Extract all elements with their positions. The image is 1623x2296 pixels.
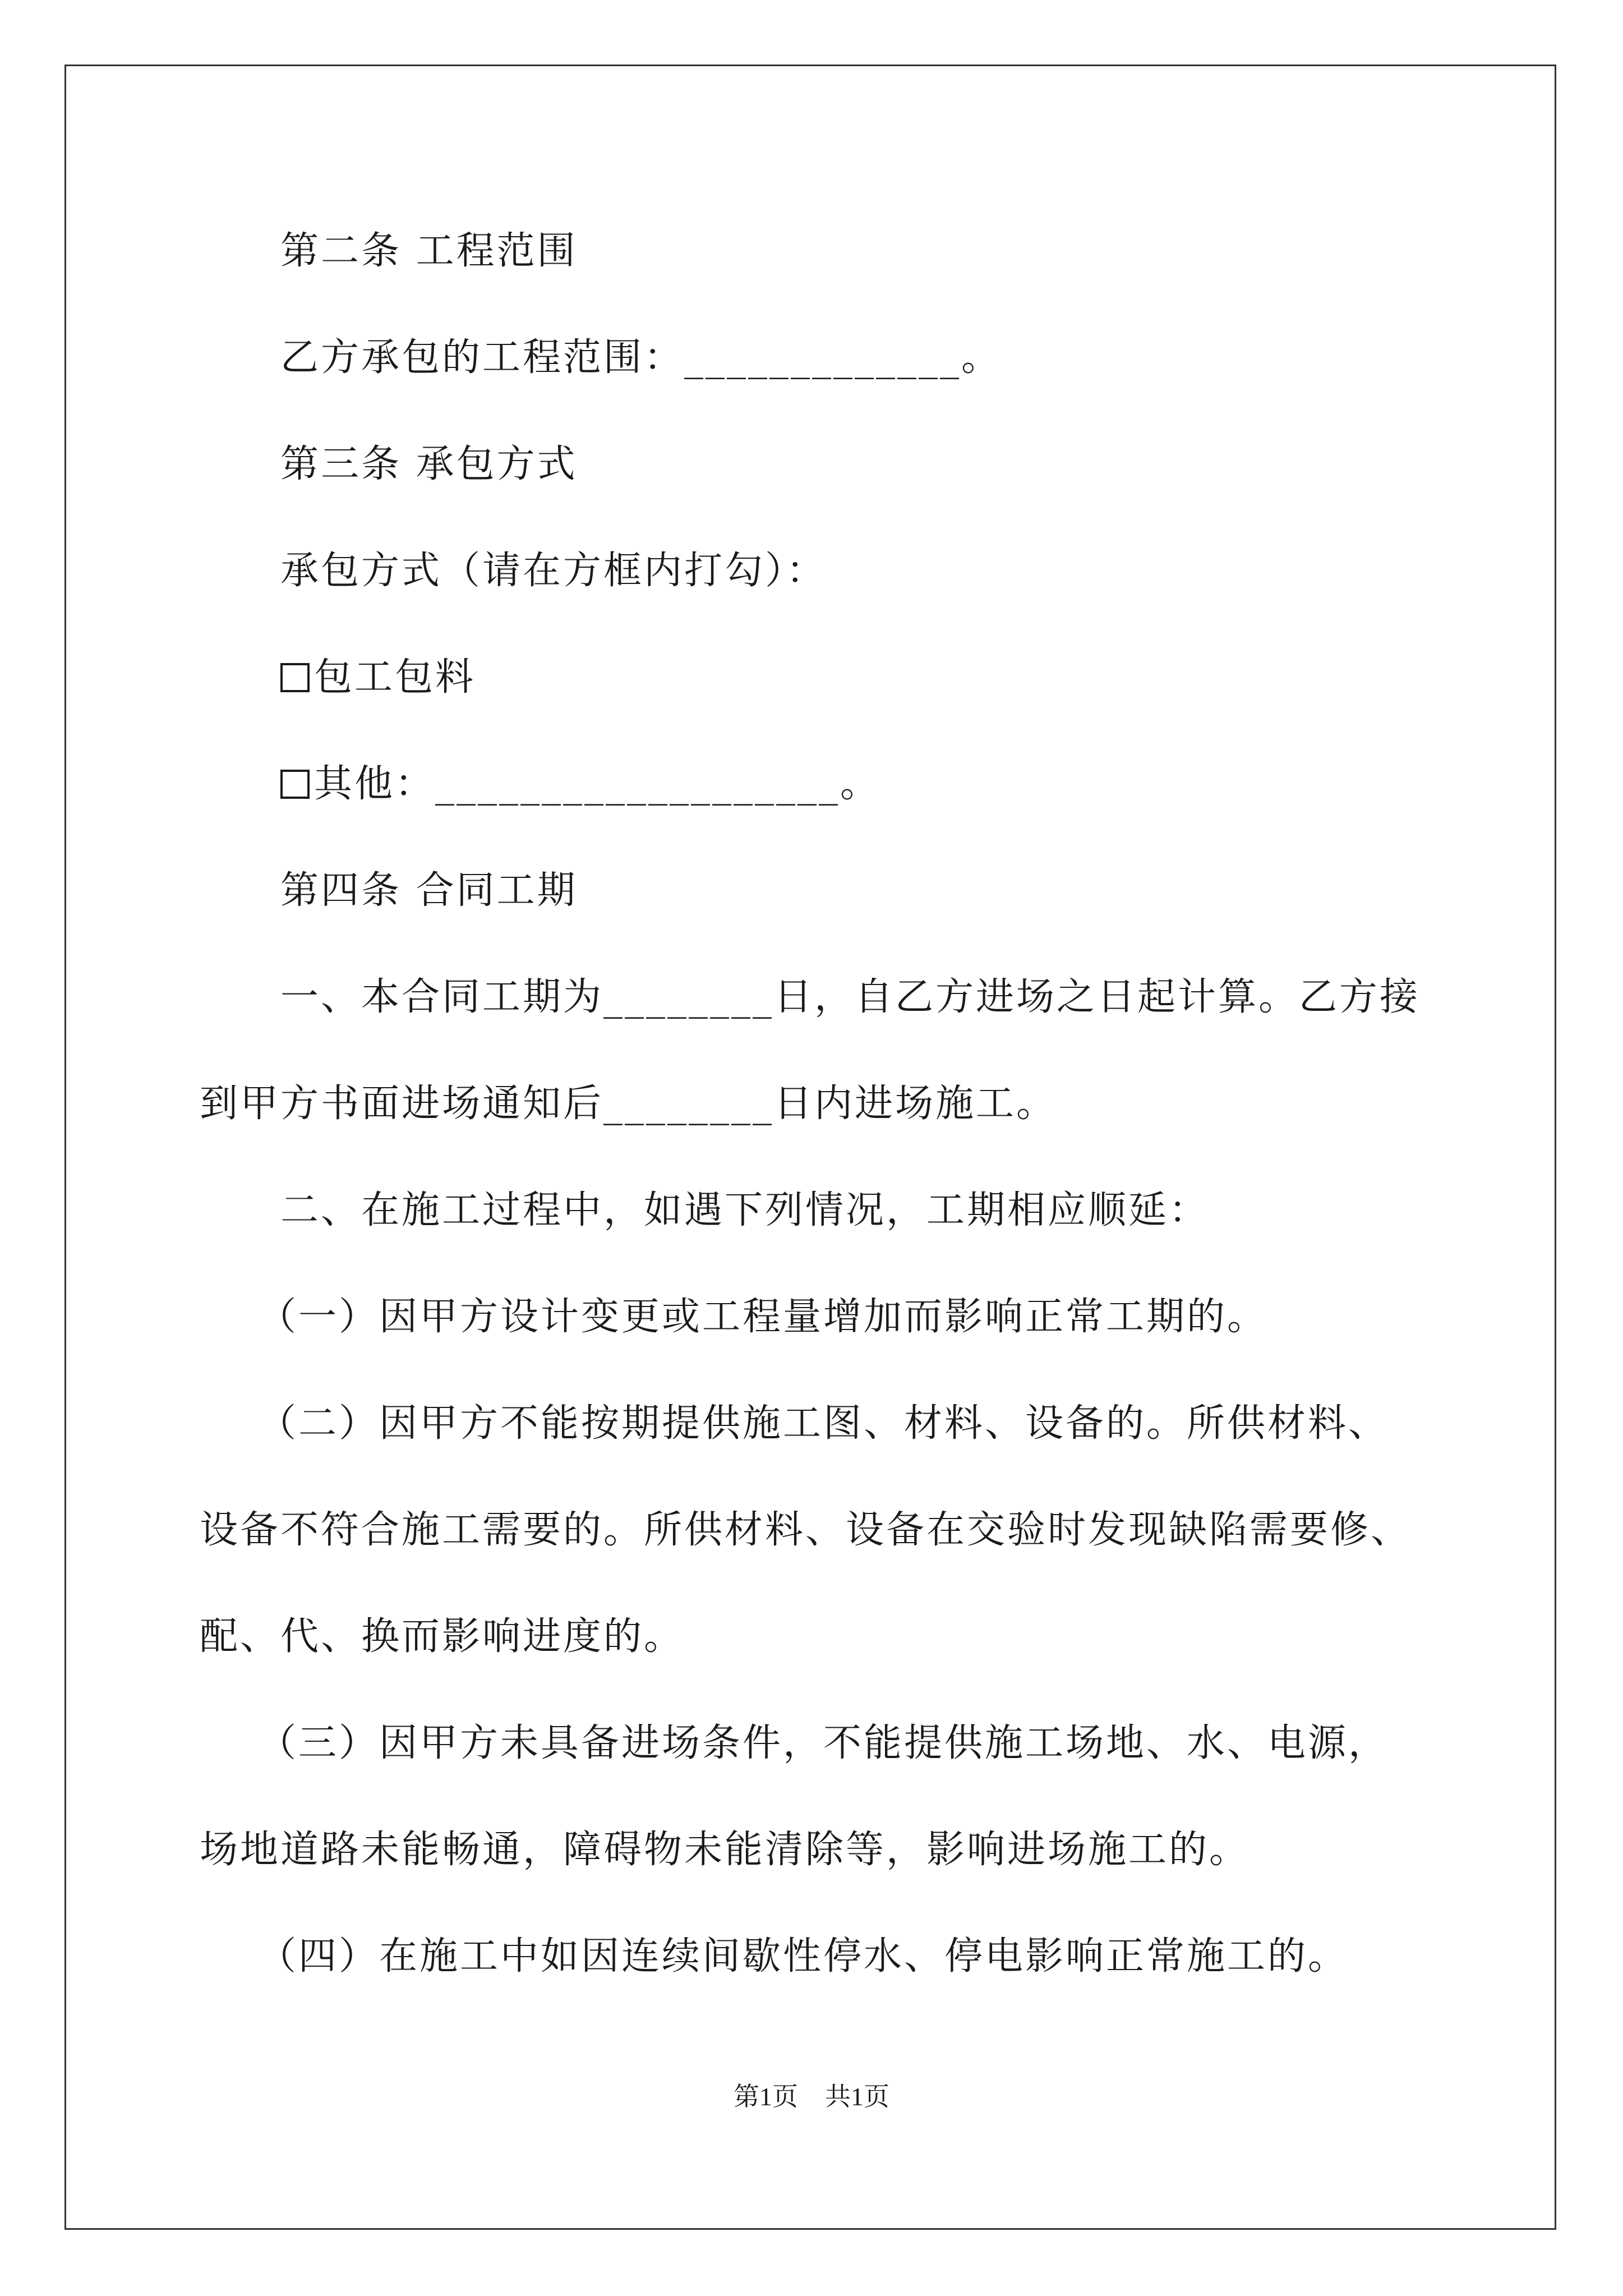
page-frame [64,65,1556,2230]
page-footer [0,2081,1623,2113]
option-labor-and-materials [280,655,476,700]
paragraph-line: 设备不符合施工需要的。所供材料、设备在交验时发现缺陷需要修、 [200,1508,1412,1552]
paragraph-line: （三）因甲方未具备进场条件，不能提供施工场地、水、电源， [258,1721,1389,1765]
option-label: 包工包料 [314,655,476,700]
paragraph-line: 场地道路未能畅通，障碍物未能清除等，影响进场施工的。 [200,1828,1250,1872]
paragraph-line: 二、在施工过程中，如遇下列情况，工期相应顺延： [280,1188,1210,1232]
contract-mode-line: 承包方式（请在方框内打勾）： [280,549,827,593]
checkbox-icon[interactable] [280,663,310,692]
paragraph-line: 配、代、换而影响进度的。 [200,1614,685,1659]
paragraph-line: （二）因甲方不能按期提供施工图、材料、设备的。所供材料、 [258,1401,1389,1446]
page-total: 共1页 [825,2082,889,2111]
article-3-heading: 第三条 承包方式 [280,442,578,486]
checkbox-icon[interactable] [280,770,310,799]
option-label: 其他：___________________。 [314,762,881,806]
paragraph-line: （一）因甲方设计变更或工程量增加而影响正常工期的。 [258,1295,1268,1339]
paragraph-line: 到甲方书面进场通知后________日内进场施工。 [200,1082,1057,1126]
scope-line: 乙方承包的工程范围：_____________。 [280,335,1002,380]
article-2-heading: 第二条 工程范围 [280,229,578,273]
paragraph-line: （四）在施工中如因连续间歇性停水、停电影响正常施工的。 [258,1934,1349,1978]
article-4-heading: 第四条 合同工期 [280,868,578,913]
paragraph-line: 一、本合同工期为________日，自乙方进场之日起计算。乙方接 [280,975,1421,1019]
page-number: 第1页 [734,2082,798,2111]
option-other [280,762,880,807]
